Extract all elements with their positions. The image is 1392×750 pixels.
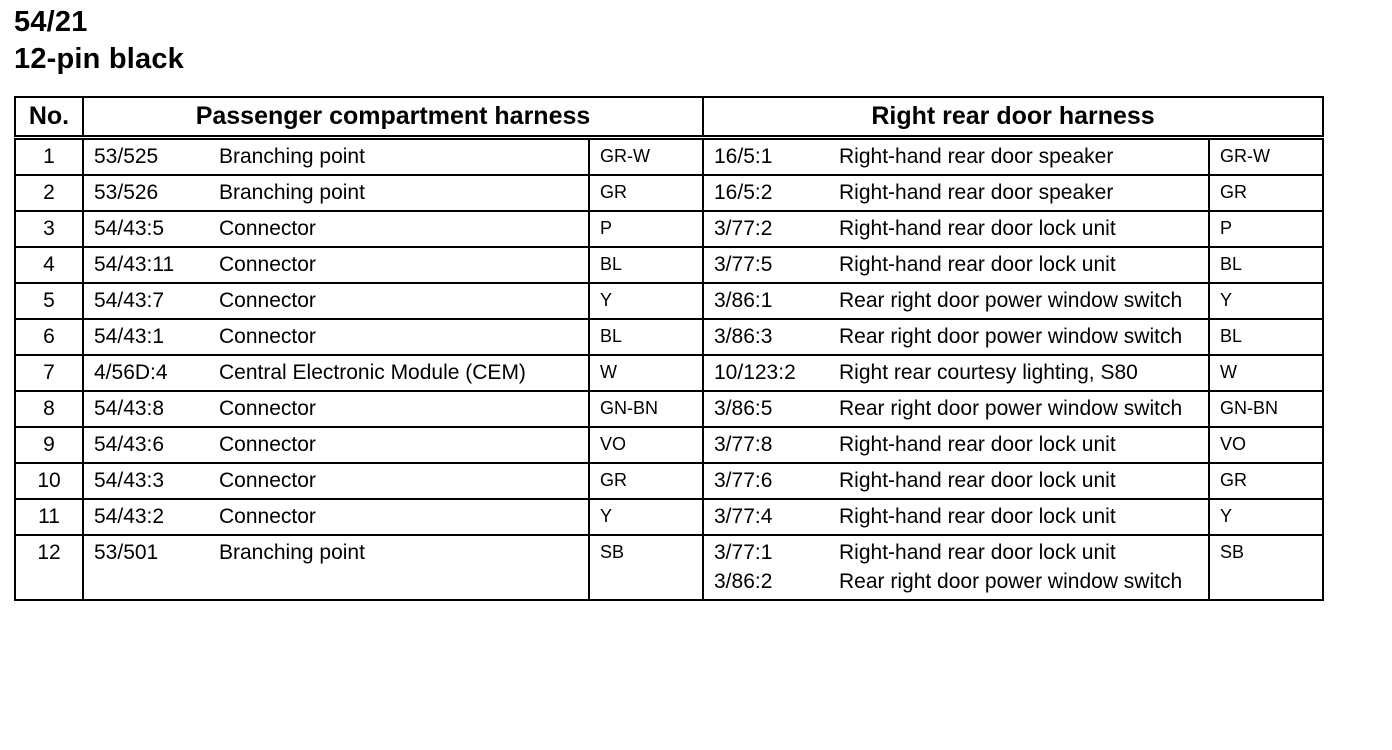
right-description-line: Right-hand rear door lock unit bbox=[839, 433, 1116, 456]
right-description bbox=[839, 247, 1209, 283]
left-wire-color: GR bbox=[589, 463, 703, 499]
right-description-line: Rear right door power window switch bbox=[839, 397, 1183, 420]
pin-number: 3 bbox=[15, 211, 83, 247]
pin-number: 11 bbox=[15, 499, 83, 535]
left-description: Branching point bbox=[219, 175, 589, 211]
connector-id: 54/21 bbox=[14, 6, 88, 38]
left-description: Branching point bbox=[219, 535, 589, 600]
table-row bbox=[15, 463, 1323, 499]
right-description-line: Rear right door power window switch bbox=[839, 289, 1183, 312]
table-row bbox=[15, 175, 1323, 211]
left-description: Connector bbox=[219, 247, 589, 283]
right-wire-color: GN-BN bbox=[1209, 391, 1323, 427]
left-wire-color: BL bbox=[589, 247, 703, 283]
left-connector: 53/525 bbox=[83, 138, 219, 176]
right-connector-line: 3/86:2 bbox=[714, 570, 773, 593]
right-description bbox=[839, 138, 1209, 176]
right-connector bbox=[703, 499, 839, 535]
table-row bbox=[15, 391, 1323, 427]
right-connector bbox=[703, 355, 839, 391]
right-description-line: Right-hand rear door lock unit bbox=[839, 469, 1116, 492]
left-connector: 54/43:5 bbox=[83, 211, 219, 247]
right-connector bbox=[703, 247, 839, 283]
right-connector bbox=[703, 138, 839, 176]
left-connector: 54/43:8 bbox=[83, 391, 219, 427]
left-connector: 53/501 bbox=[83, 535, 219, 600]
connector-description: 12-pin black bbox=[14, 43, 185, 75]
left-connector: 54/43:11 bbox=[83, 247, 219, 283]
left-connector: 53/526 bbox=[83, 175, 219, 211]
right-wire-color: VO bbox=[1209, 427, 1323, 463]
right-wire-color: P bbox=[1209, 211, 1323, 247]
right-wire-color: GR bbox=[1209, 175, 1323, 211]
right-connector-line: 16/5:1 bbox=[714, 145, 773, 168]
right-wire-color: Y bbox=[1209, 283, 1323, 319]
left-wire-color: P bbox=[589, 211, 703, 247]
left-wire-color: GN-BN bbox=[589, 391, 703, 427]
left-description: Connector bbox=[219, 391, 589, 427]
left-description: Connector bbox=[219, 499, 589, 535]
right-description bbox=[839, 499, 1209, 535]
pin-number: 10 bbox=[15, 463, 83, 499]
left-wire-color: VO bbox=[589, 427, 703, 463]
right-connector-line: 3/86:5 bbox=[714, 397, 773, 420]
right-wire-color: Y bbox=[1209, 499, 1323, 535]
right-description-line: Right rear courtesy lighting, S80 bbox=[839, 361, 1138, 384]
left-description: Connector bbox=[219, 463, 589, 499]
left-connector: 54/43:1 bbox=[83, 319, 219, 355]
right-wire-color: GR-W bbox=[1209, 138, 1323, 176]
right-description bbox=[839, 463, 1209, 499]
right-description bbox=[839, 427, 1209, 463]
left-connector: 54/43:2 bbox=[83, 499, 219, 535]
right-description-line: Right-hand rear door lock unit bbox=[839, 505, 1116, 528]
right-connector bbox=[703, 535, 839, 600]
right-connector-line: 10/123:2 bbox=[714, 361, 796, 384]
column-header-right-rear-door-harness: Right rear door harness bbox=[703, 97, 1323, 138]
right-connector bbox=[703, 211, 839, 247]
table-row bbox=[15, 355, 1323, 391]
right-connector bbox=[703, 283, 839, 319]
right-connector-line: 3/77:5 bbox=[714, 253, 773, 276]
pin-table bbox=[14, 96, 1324, 601]
header-row bbox=[15, 97, 1323, 138]
table-row bbox=[15, 319, 1323, 355]
right-description bbox=[839, 175, 1209, 211]
left-description: Connector bbox=[219, 211, 589, 247]
left-connector: 54/43:3 bbox=[83, 463, 219, 499]
right-description bbox=[839, 211, 1209, 247]
pin-number: 1 bbox=[15, 138, 83, 176]
table-row bbox=[15, 138, 1323, 176]
left-wire-color: Y bbox=[589, 283, 703, 319]
pin-number: 6 bbox=[15, 319, 83, 355]
right-connector-line: 3/77:4 bbox=[714, 505, 773, 528]
pin-number: 12 bbox=[15, 535, 83, 600]
pin-number: 7 bbox=[15, 355, 83, 391]
left-wire-color: GR-W bbox=[589, 138, 703, 176]
right-description bbox=[839, 283, 1209, 319]
right-description-line: Right-hand rear door speaker bbox=[839, 145, 1114, 168]
pin-number: 5 bbox=[15, 283, 83, 319]
right-wire-color: SB bbox=[1209, 535, 1323, 600]
pin-number: 4 bbox=[15, 247, 83, 283]
left-connector: 54/43:7 bbox=[83, 283, 219, 319]
pin-number: 9 bbox=[15, 427, 83, 463]
pin-number: 2 bbox=[15, 175, 83, 211]
right-description bbox=[839, 535, 1209, 600]
table-row bbox=[15, 247, 1323, 283]
right-connector bbox=[703, 319, 839, 355]
right-wire-color: GR bbox=[1209, 463, 1323, 499]
left-wire-color: BL bbox=[589, 319, 703, 355]
right-wire-color: BL bbox=[1209, 319, 1323, 355]
left-description: Connector bbox=[219, 319, 589, 355]
pin-rows bbox=[15, 138, 1323, 601]
right-connector-line: 3/77:6 bbox=[714, 469, 773, 492]
right-connector-line: 16/5:2 bbox=[714, 181, 773, 204]
left-description: Branching point bbox=[219, 138, 589, 176]
right-description bbox=[839, 355, 1209, 391]
right-connector bbox=[703, 463, 839, 499]
column-header-passenger-harness: Passenger compartment harness bbox=[83, 97, 703, 138]
right-connector bbox=[703, 391, 839, 427]
right-connector-line: 3/77:8 bbox=[714, 433, 773, 456]
table-row bbox=[15, 535, 1323, 600]
left-description: Central Electronic Module (CEM) bbox=[219, 355, 589, 391]
right-description-line: Rear right door power window switch bbox=[839, 570, 1183, 593]
table-row bbox=[15, 499, 1323, 535]
left-description: Connector bbox=[219, 427, 589, 463]
right-connector-line: 3/86:3 bbox=[714, 325, 773, 348]
title-block bbox=[14, 4, 184, 78]
right-description-line: Right-hand rear door lock unit bbox=[839, 541, 1116, 564]
left-wire-color: GR bbox=[589, 175, 703, 211]
right-description-line: Right-hand rear door speaker bbox=[839, 181, 1114, 204]
left-description: Connector bbox=[219, 283, 589, 319]
right-description bbox=[839, 319, 1209, 355]
right-wire-color: BL bbox=[1209, 247, 1323, 283]
right-connector-line: 3/77:1 bbox=[714, 541, 773, 564]
left-wire-color: SB bbox=[589, 535, 703, 600]
left-connector: 54/43:6 bbox=[83, 427, 219, 463]
right-connector-line: 3/86:1 bbox=[714, 289, 773, 312]
left-wire-color: Y bbox=[589, 499, 703, 535]
right-description-line: Right-hand rear door lock unit bbox=[839, 253, 1116, 276]
left-wire-color: W bbox=[589, 355, 703, 391]
right-description-line: Rear right door power window switch bbox=[839, 325, 1183, 348]
table-row bbox=[15, 283, 1323, 319]
right-connector bbox=[703, 427, 839, 463]
right-connector bbox=[703, 175, 839, 211]
table-row bbox=[15, 211, 1323, 247]
right-connector-line: 3/77:2 bbox=[714, 217, 773, 240]
table-row bbox=[15, 427, 1323, 463]
column-header-no: No. bbox=[15, 97, 83, 138]
pin-number: 8 bbox=[15, 391, 83, 427]
right-description bbox=[839, 391, 1209, 427]
right-wire-color: W bbox=[1209, 355, 1323, 391]
right-description-line: Right-hand rear door lock unit bbox=[839, 217, 1116, 240]
left-connector: 4/56D:4 bbox=[83, 355, 219, 391]
